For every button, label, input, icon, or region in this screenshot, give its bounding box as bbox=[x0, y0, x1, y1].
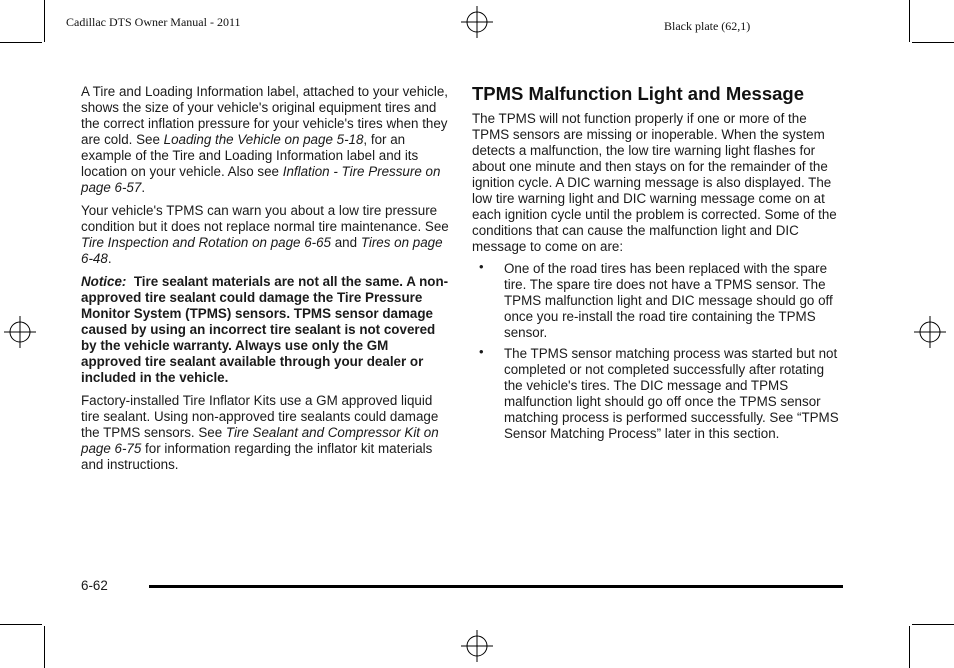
footer-rule bbox=[149, 585, 843, 588]
crop-mark-top-left-horizontal bbox=[0, 42, 42, 43]
crop-mark-bottom-right-vertical bbox=[909, 626, 910, 668]
header-manual-title: Cadillac DTS Owner Manual - 2011 bbox=[66, 15, 241, 29]
crop-mark-top-right-horizontal bbox=[912, 42, 954, 43]
page-number: 6-62 bbox=[81, 578, 108, 593]
left-column bbox=[81, 84, 449, 480]
registration-mark-right-icon bbox=[914, 316, 946, 348]
link-tire-sealant-compressor-kit[interactable]: Tire Sealant and Compressor Kit on page 6-75 bbox=[81, 425, 439, 456]
paragraph-tpms-malfunction: The TPMS will not function properly if one or more of the TPMS sensors are missing or inoperable. When the system detects a malfunction, the low tire warning light flashes for about one minute and then stays on for the remainder of the ignition cycle. A DIC warning message is also displayed. The low tire warning light and DIC warning message come on at each ignition cycle until the problem is corrected. Some of the conditions that can cause the malfunction light and DIC message to come on are: bbox=[472, 111, 837, 254]
crop-mark-bottom-left-horizontal bbox=[0, 624, 42, 625]
crop-mark-top-left-vertical bbox=[44, 0, 45, 42]
crop-mark-top-right-vertical bbox=[909, 0, 910, 42]
link-tire-inspection-rotation[interactable]: Tire Inspection and Rotation on page 6-65 bbox=[81, 235, 332, 250]
paragraph-tire-loading-label: A Tire and Loading Information label, attached to your vehicle, shows the size of your vehicle's original equipment tires and the correct inflation pressure for your vehicle's tires when they are cold. See Loading the Vehicle on page 5-18, for an example of the Tire and Loading Information label and its location on your vehicle. Also see Inflation - Tire Pressure on page 6-57. bbox=[81, 84, 448, 195]
header-plate-info: Black plate (62,1) bbox=[664, 19, 751, 33]
registration-mark-top-icon bbox=[461, 6, 493, 38]
paragraph-tpms-warning: Your vehicle's TPMS can warn you about a low tire pressure condition but it does not replace normal tire maintenance. See Tire Inspection and Rotation on page 6-65 and Tires on page 6-48. bbox=[81, 203, 449, 266]
bullet-icon: • bbox=[479, 344, 484, 359]
bullet-icon: • bbox=[479, 259, 484, 274]
list-item: • The TPMS sensor matching process was started but not completed or not completed successfully after rotating the vehicle's tires. The DIC message and TPMS malfunction light should go off once the TPMS sensor matching process is performed successfully. See “TPMS Sensor Matching Process” later in this section. bbox=[479, 344, 839, 441]
registration-mark-bottom-icon bbox=[461, 630, 493, 662]
registration-mark-left-icon bbox=[4, 316, 36, 348]
list-item: • One of the road tires has been replaced with the spare tire. The spare tire does not have a TPMS sensor. The TPMS malfunction light and DIC message should go off once you re-install the road tire containing the TPMS sensor. bbox=[479, 259, 833, 340]
notice-text: Tire sealant materials are not all the same. A non-approved tire sealant could damage the Tire Pressure Monitor System (TPMS) sensors. TPMS sensor damage caused by using an incorrect tire sealant is not covered by the vehicle warranty. Always use only the GM approved tire sealant available through your dealer or included in the vehicle. bbox=[81, 274, 449, 385]
paragraph-tire-inflator-kits: Factory-installed Tire Inflator Kits use a GM approved liquid tire sealant. Using non-approved tire sealants could damage the TPMS sensors. See Tire Sealant and Compressor Kit on page 6-75 for information regarding the inflator kit materials and instructions. bbox=[81, 393, 439, 472]
section-heading: TPMS Malfunction Light and Message bbox=[472, 83, 804, 104]
link-tires[interactable]: Tires on page 6-48 bbox=[81, 235, 443, 266]
right-column bbox=[472, 84, 840, 447]
notice-label: Notice: bbox=[81, 274, 127, 289]
crop-mark-bottom-left-vertical bbox=[44, 626, 45, 668]
crop-mark-bottom-right-horizontal bbox=[912, 624, 954, 625]
link-inflation-tire-pressure[interactable]: Inflation - Tire Pressure on page 6-57 bbox=[81, 164, 441, 195]
notice-tire-sealant bbox=[81, 274, 449, 386]
link-loading-the-vehicle[interactable]: Loading the Vehicle on page 5-18 bbox=[163, 132, 364, 147]
conditions-list bbox=[472, 261, 840, 442]
